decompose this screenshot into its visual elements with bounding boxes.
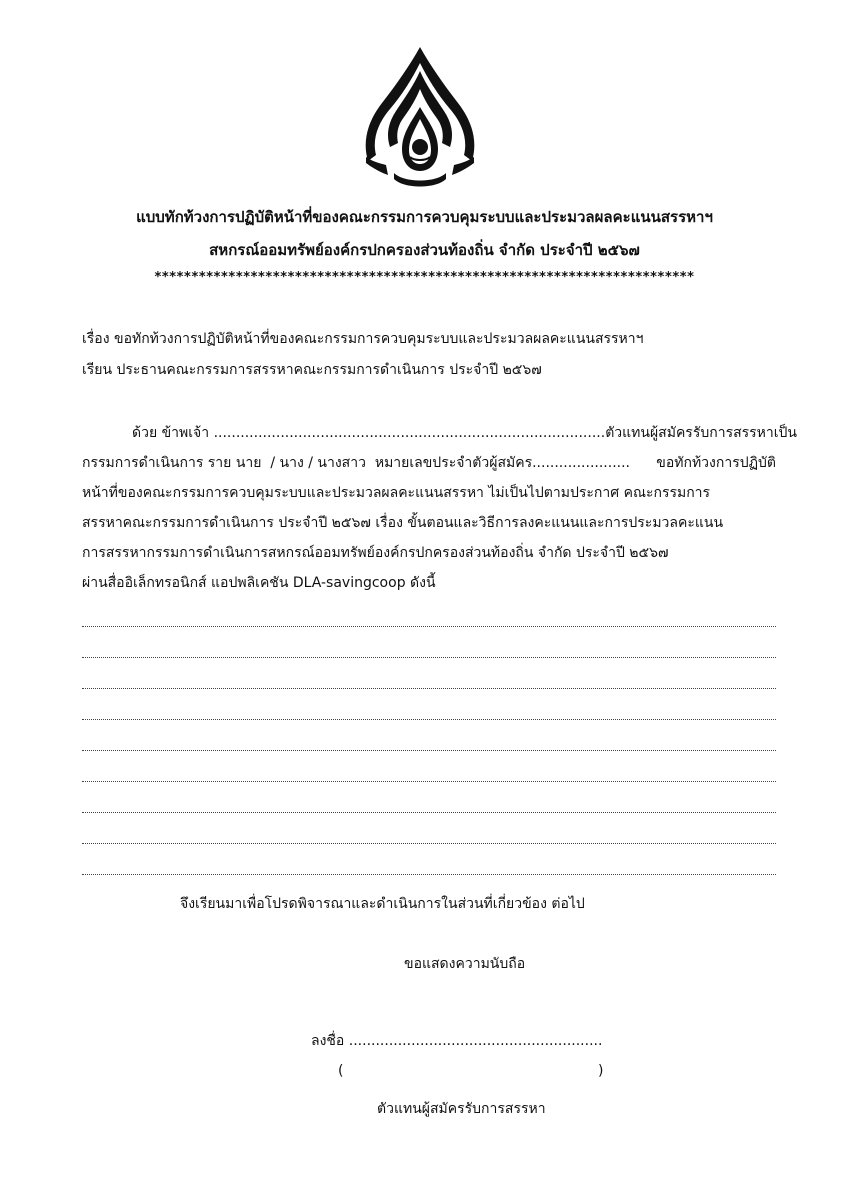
body-paragraph — [82, 418, 798, 598]
body-line-1: ด้วย ข้าพเจ้า ........................................................................................ ตัวแทนผู้สมัครรับการสรรหาเป็น — [82, 418, 776, 448]
body-line-5: การสรรหากรรมการดำเนินการสหกรณ์ออมทรัพย์องค์กรปกครองส่วนท้องถิ่น จำกัด ประจำปี ๒๕๖๗ — [82, 545, 669, 561]
applicant-name-field[interactable]: ด้วย ข้าพเจ้า ........................................................................................ — [132, 425, 606, 441]
body-line-4: สรรหาคณะกรรมการดำเนินการ ประจำปี ๒๕๖๗ เรื่อง ขั้นตอนและวิธีการลงคะแนนและการประมวลคะแนน — [82, 515, 724, 531]
blank-line[interactable] — [82, 720, 776, 751]
body-line-2: กรรมการดำเนินการ ราย นาย / นาง / นางสาว หมายเลขประจำตัวผู้สมัคร...................... ขอทักท้วงการปฏิบัติ — [82, 448, 776, 478]
blank-line[interactable] — [82, 596, 776, 627]
subject-line: เรื่อง ขอทักท้วงการปฏิบัติหน้าที่ของคณะกรรมการควบคุมระบบและประมวลผลคะแนนสรรหาฯ — [82, 331, 644, 347]
signer-role: ตัวแทนผู้สมัครรับการสรรหา — [377, 1101, 546, 1117]
organization-logo — [358, 45, 482, 190]
candidate-number-field[interactable]: กรรมการดำเนินการ ราย นาย / นาง / นางสาว หมายเลขประจำตัวผู้สมัคร...................... — [82, 455, 631, 471]
blank-line[interactable] — [82, 782, 776, 813]
blank-line[interactable] — [82, 751, 776, 782]
closing-sentence: จึงเรียนมาเพื่อโปรดพิจารณาและดำเนินการในส่วนที่เกี่ยวข้อง ต่อไป — [180, 896, 585, 912]
separator-line: ************************************************************************* — [154, 270, 695, 285]
body-line-3: หน้าที่ของคณะกรรมการควบคุมระบบและประมวลผลคะแนนสรรหา ไม่เป็นไปตามประกาศ คณะกรรมการ — [82, 485, 711, 501]
signature-field[interactable]: ลงชื่อ ......................................................... — [311, 1033, 603, 1049]
blank-line[interactable] — [82, 658, 776, 689]
form-title: แบบทักท้วงการปฏิบัติหน้าที่ของคณะกรรมการควบคุมระบบและประมวลผลคะแนนสรรหาฯ — [136, 208, 713, 226]
objection-details-area[interactable] — [82, 596, 776, 875]
body-line-6: ผ่านสื่ออิเล็กทรอนิกส์ แอปพลิเคชัน DLA-savingcoop ดังนี้ — [82, 575, 436, 591]
name-paren-close: ) — [598, 1063, 604, 1079]
addressee-line: เรียน ประธานคณะกรรมการสรรหาคณะกรรมการดำเนินการ ประจำปี ๒๕๖๗ — [82, 362, 542, 378]
regards: ขอแสดงความนับถือ — [404, 956, 526, 972]
blank-line[interactable] — [82, 844, 776, 875]
blank-line[interactable] — [82, 813, 776, 844]
blank-line[interactable] — [82, 627, 776, 658]
blank-line[interactable] — [82, 689, 776, 720]
form-subtitle: สหกรณ์ออมทรัพย์องค์กรปกครองส่วนท้องถิ่น จำกัด ประจำปี ๒๕๖๗ — [209, 241, 640, 259]
name-paren-open: ( — [338, 1063, 344, 1079]
